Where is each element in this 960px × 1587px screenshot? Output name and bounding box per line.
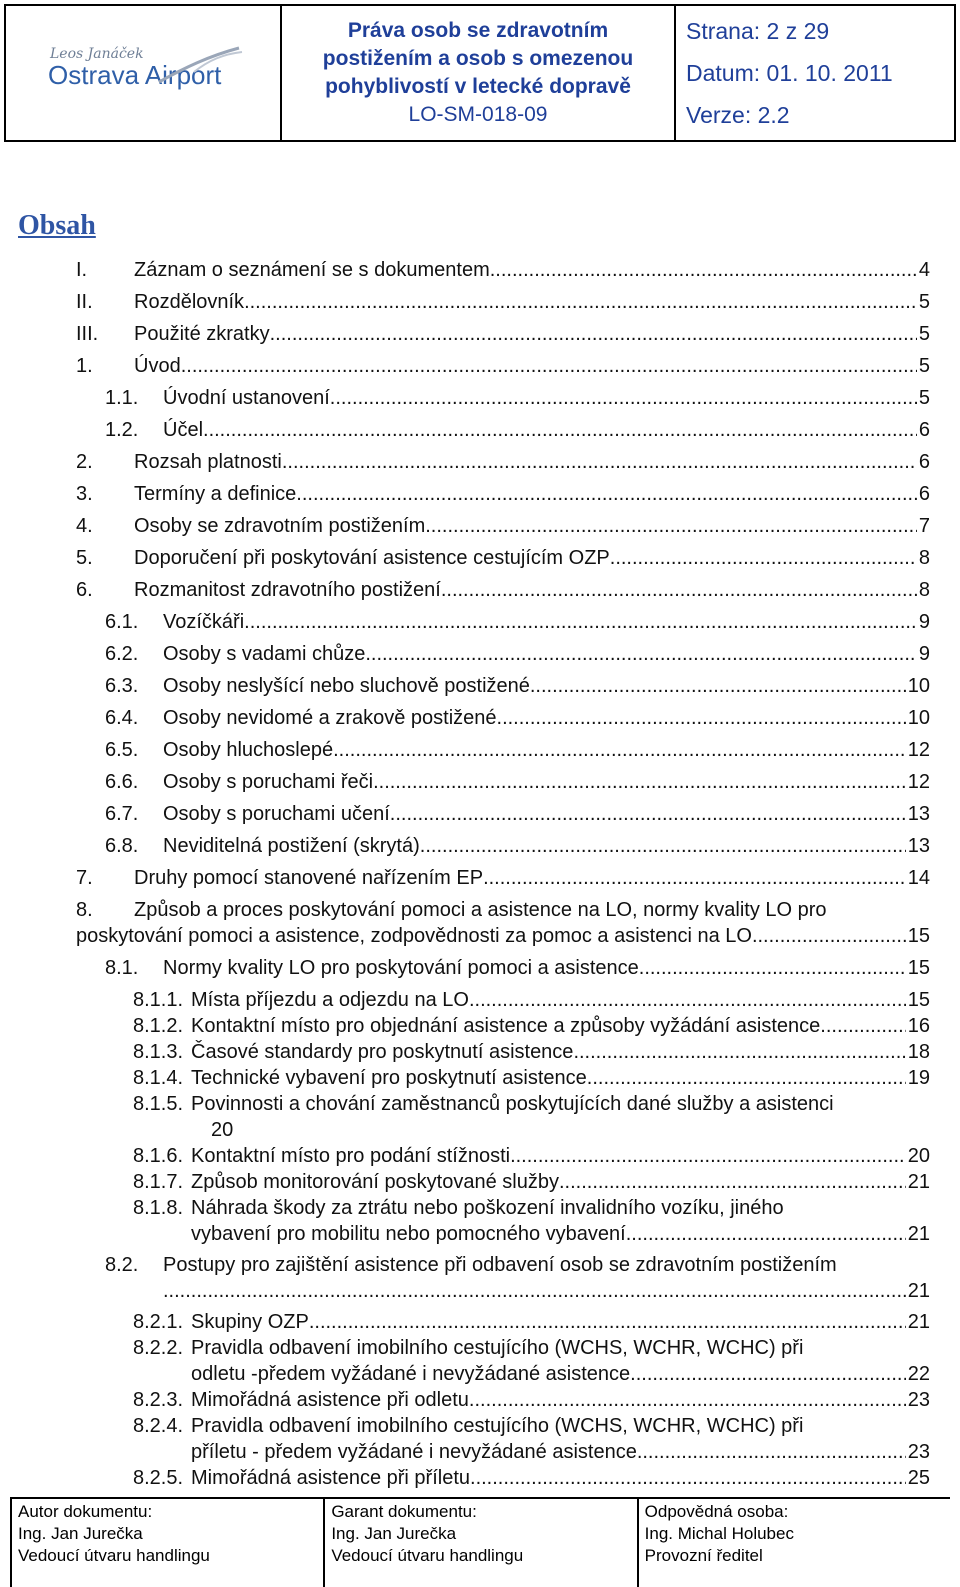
toc-entry[interactable] bbox=[105, 385, 930, 412]
toc-leader-dots bbox=[587, 1065, 906, 1092]
toc-entry-number: 6.1. bbox=[105, 611, 139, 633]
toc-entry[interactable] bbox=[76, 289, 930, 316]
toc-entry-text: Osoby s vadami chůze bbox=[163, 643, 366, 665]
toc-entry-page: 23 bbox=[907, 1389, 930, 1411]
toc-leader-dots bbox=[610, 545, 917, 572]
toc-entry-text: Mimořádná asistence při odletu bbox=[191, 1389, 469, 1411]
toc-entry-text: Účel bbox=[163, 419, 204, 441]
toc-entry-number: 8.1. bbox=[105, 957, 139, 979]
author-role: Vedoucí útvaru handlingu bbox=[18, 1546, 210, 1565]
toc-entry-text: Osoby nevidomé a zrakově postižené bbox=[163, 707, 497, 729]
responsible-role: Provozní ředitel bbox=[644, 1546, 763, 1565]
toc-entry-text: Způsob monitorování poskytované služby bbox=[191, 1171, 559, 1193]
toc-entry-page: 21 bbox=[907, 1311, 930, 1333]
guarantor-label: Garant dokumentu: bbox=[331, 1502, 477, 1521]
toc-entry-text: Rozsah platnosti bbox=[134, 451, 282, 473]
toc-entry-number: 8.1.7. bbox=[133, 1171, 184, 1193]
toc-entry-page: 20 bbox=[907, 1145, 930, 1167]
responsible-name: Ing. Michal Holubec bbox=[644, 1524, 794, 1543]
toc-entry[interactable] bbox=[76, 577, 930, 604]
toc-entry-page: 5 bbox=[918, 355, 930, 377]
toc-leader-dots bbox=[365, 641, 917, 668]
toc-entry[interactable] bbox=[133, 1065, 930, 1092]
toc-entry-page: 8 bbox=[918, 579, 930, 601]
toc-entry[interactable] bbox=[76, 353, 930, 380]
toc-entry-text: Postupy pro zajištění asistence při odbavení osob se zdravotním postižením bbox=[163, 1254, 837, 1276]
author-name: Ing. Jan Jurečka bbox=[18, 1524, 143, 1543]
toc-entry[interactable] bbox=[76, 481, 930, 508]
toc-entry-text: Osoby hluchoslepé bbox=[163, 739, 334, 761]
toc-entry-text: Pravidla odbavení imobilního cestujícího (WCHS, WCHR, WCHC) při bbox=[191, 1415, 804, 1437]
toc-entry-text: Kontaktní místo pro podání stížnosti bbox=[191, 1145, 511, 1167]
toc-entry-number: 6.8. bbox=[105, 835, 139, 857]
toc-leader-dots bbox=[469, 987, 906, 1014]
toc-entry-page: 12 bbox=[907, 771, 930, 793]
toc-entry-page: 5 bbox=[918, 387, 930, 409]
toc-leader-dots bbox=[282, 449, 917, 476]
toc-entry-page: 19 bbox=[907, 1067, 930, 1089]
toc-entry[interactable] bbox=[133, 1039, 930, 1066]
toc-entry-number: 8. bbox=[76, 899, 93, 921]
toc-entry-text: Způsob a proces poskytování pomoci a asistence na LO, normy kvality LO pro bbox=[134, 899, 827, 921]
page-number: Strana: 2 z 29 bbox=[686, 18, 830, 44]
toc-entry[interactable] bbox=[76, 513, 930, 540]
toc-entry-page: 22 bbox=[907, 1363, 930, 1385]
toc-entry-number: 1.1. bbox=[105, 387, 139, 409]
toc-entry-number: 6.2. bbox=[105, 643, 139, 665]
toc-entry-page: 16 bbox=[907, 1015, 930, 1037]
toc-entry-number: 8.2.2. bbox=[133, 1337, 184, 1359]
toc-entry[interactable] bbox=[133, 1309, 930, 1336]
toc-entry-text: odletu -předem vyžádané i nevyžádané asistence bbox=[191, 1363, 631, 1385]
toc-entry-number: 8.1.5. bbox=[133, 1093, 184, 1115]
document-title-cell bbox=[282, 6, 676, 140]
toc-entry-text: Kontaktní místo pro objednání asistence a způsoby vyžádání asistence bbox=[191, 1015, 821, 1037]
toc-entry-page: 21 bbox=[907, 1171, 930, 1193]
toc-leader-dots bbox=[752, 923, 906, 950]
doc-title-line-1: Práva osob se zdravotním bbox=[347, 19, 609, 42]
toc-entry-page: 10 bbox=[907, 707, 930, 729]
toc-entry-text: Povinnosti a chování zaměstnanců poskytujících dané služby a asistenci bbox=[191, 1093, 834, 1115]
toc-entry-text: poskytování pomoci a asistence, zodpovědnosti za pomoc a asistenci na LO bbox=[76, 925, 752, 947]
toc-leader-dots bbox=[244, 609, 917, 636]
toc-entry-number: 8.1.6. bbox=[133, 1145, 184, 1167]
toc-entry[interactable] bbox=[76, 449, 930, 476]
toc-leader-dots bbox=[203, 417, 917, 444]
toc-entry-text: Vozíčkáři bbox=[163, 611, 245, 633]
toc-leader-dots bbox=[573, 1039, 905, 1066]
toc-entry[interactable] bbox=[133, 1387, 930, 1414]
toc-leader-dots bbox=[330, 385, 917, 412]
toc-entry-number: 5. bbox=[76, 547, 93, 569]
toc-leader-dots bbox=[497, 705, 906, 732]
toc-entry-text: Pravidla odbavení imobilního cestujícího (WCHS, WCHR, WCHC) při bbox=[191, 1337, 804, 1359]
toc-leader-dots bbox=[270, 321, 917, 348]
toc-entry-number: 8.1.1. bbox=[133, 989, 184, 1011]
toc-entry-number: 8.2.5. bbox=[133, 1467, 184, 1489]
toc-entry[interactable] bbox=[133, 1465, 930, 1492]
responsible-label: Odpovědná osoba: bbox=[644, 1502, 789, 1521]
toc-entry-page: 25 bbox=[907, 1467, 930, 1489]
toc-leader-dots bbox=[637, 1439, 906, 1466]
toc-entry-page: 8 bbox=[918, 547, 930, 569]
toc-leader-dots bbox=[441, 577, 917, 604]
toc-entry[interactable] bbox=[105, 417, 930, 444]
toc-entry-page: 6 bbox=[918, 419, 930, 441]
toc-entry-page: 18 bbox=[907, 1041, 930, 1063]
toc-leader-dots bbox=[163, 1278, 906, 1305]
toc-entry-page: 14 bbox=[907, 867, 930, 889]
toc-leader-dots bbox=[483, 865, 906, 892]
toc-entry-page: 9 bbox=[918, 643, 930, 665]
toc-leader-dots bbox=[469, 1387, 906, 1414]
toc-entry-number: III. bbox=[76, 323, 99, 345]
toc-leader-dots bbox=[425, 513, 917, 540]
toc-entry-page: 15 bbox=[907, 989, 930, 1011]
toc-entry-continuation[interactable] bbox=[191, 1361, 930, 1388]
toc-entry-text: příletu - předem vyžádané i nevyžádané asistence bbox=[191, 1441, 637, 1463]
toc-entry-number: 3. bbox=[76, 483, 93, 505]
guarantor-name: Ing. Jan Jurečka bbox=[331, 1524, 457, 1543]
responsible-cell bbox=[639, 1499, 950, 1587]
toc-entry[interactable] bbox=[105, 609, 930, 636]
toc-leader-dots bbox=[820, 1013, 905, 1040]
toc-entry-text: Úvod bbox=[134, 355, 181, 377]
toc-entry-text: Neviditelná postižení (skrytá) bbox=[163, 835, 420, 857]
toc-entry-number: 8.2.1. bbox=[133, 1311, 184, 1333]
document-version: Verze: 2.2 bbox=[686, 102, 790, 128]
toc-entry-text: Normy kvality LO pro poskytování pomoci a asistence bbox=[163, 957, 639, 979]
toc-entry-number: 2. bbox=[76, 451, 93, 473]
toc-leader-dots bbox=[626, 1221, 906, 1248]
toc-entry[interactable] bbox=[76, 321, 930, 348]
toc-leader-dots bbox=[510, 1143, 906, 1170]
toc-entry-page: 5 bbox=[918, 323, 930, 345]
toc-entry-text: Druhy pomocí stanovené nařízením EP bbox=[134, 867, 484, 889]
toc-entry-number: 8.2. bbox=[105, 1254, 139, 1276]
guarantor-role: Vedoucí útvaru handlingu bbox=[331, 1546, 524, 1565]
toc-entry-text: Rozmanitost zdravotního postižení bbox=[134, 579, 441, 601]
toc-entry-number: 6.3. bbox=[105, 675, 139, 697]
toc-entry-page: 15 bbox=[907, 957, 930, 979]
toc-entry[interactable] bbox=[105, 641, 930, 668]
document-date: Datum: 01. 10. 2011 bbox=[686, 60, 893, 86]
toc-entry-number: 1. bbox=[76, 355, 93, 377]
toc-entry[interactable] bbox=[105, 1252, 837, 1279]
toc-entry-number: 6.6. bbox=[105, 771, 139, 793]
toc-entry[interactable] bbox=[105, 801, 930, 828]
toc-entry[interactable] bbox=[105, 737, 930, 764]
document-footer bbox=[10, 1497, 950, 1587]
toc-entry-number: 8.2.4. bbox=[133, 1415, 184, 1437]
author-label: Autor dokumentu: bbox=[18, 1502, 153, 1521]
toc-entry-text: Použité zkratky bbox=[134, 323, 270, 345]
toc-entry[interactable] bbox=[133, 1013, 930, 1040]
toc-leader-dots bbox=[490, 257, 917, 284]
toc-entry-page: 21 bbox=[907, 1223, 930, 1245]
toc-leader-dots bbox=[373, 769, 906, 796]
toc-entry-number: 6.4. bbox=[105, 707, 139, 729]
airplane-swoosh-icon bbox=[154, 46, 244, 86]
toc-entry-number: 4. bbox=[76, 515, 93, 537]
toc-entry-text: Místa příjezdu a odjezdu na LO bbox=[191, 989, 469, 1011]
toc-entry-text: Skupiny OZP bbox=[191, 1311, 309, 1333]
toc-entry[interactable] bbox=[105, 833, 930, 860]
toc-entry-text: Mimořádná asistence při příletu bbox=[191, 1467, 471, 1489]
toc-entry-continuation[interactable] bbox=[191, 1221, 930, 1248]
toc-entry[interactable] bbox=[105, 673, 930, 700]
toc-entry-page: 15 bbox=[907, 925, 930, 947]
toc-entry[interactable] bbox=[133, 1169, 930, 1196]
toc-entry-number: 8.1.4. bbox=[133, 1067, 184, 1089]
toc-leader-dots bbox=[296, 481, 917, 508]
toc-entry[interactable] bbox=[76, 257, 930, 284]
toc-leader-dots bbox=[639, 955, 906, 982]
toc-leader-dots bbox=[420, 833, 906, 860]
toc-entry-number: 8.1.2. bbox=[133, 1015, 184, 1037]
toc-entry-continuation[interactable] bbox=[76, 923, 930, 950]
toc-entry-text: Termíny a definice bbox=[134, 483, 297, 505]
toc-entry-text: vybavení pro mobilitu nebo pomocného vybavení bbox=[191, 1223, 626, 1245]
toc-entry-page: 20 bbox=[211, 1119, 234, 1141]
toc-entry-text: Osoby neslyšící nebo sluchově postižené bbox=[163, 675, 530, 697]
toc-entry-text: Osoby s poruchami řeči bbox=[163, 771, 374, 793]
toc-entry-text: Náhrada škody za ztrátu nebo poškození invalidního vozíku, jiného bbox=[191, 1197, 784, 1219]
toc-entry-page: 6 bbox=[918, 451, 930, 473]
toc-entry[interactable] bbox=[76, 897, 827, 924]
toc-leader-dots bbox=[390, 801, 906, 828]
doc-code: LO-SM-018-09 bbox=[408, 103, 548, 126]
toc-entry-number: 7. bbox=[76, 867, 93, 889]
toc-entry[interactable] bbox=[105, 705, 930, 732]
toc-entry-page: 9 bbox=[918, 611, 930, 633]
document-header bbox=[4, 4, 956, 142]
logo-cell bbox=[6, 6, 282, 140]
toc-entry-text: Technické vybavení pro poskytnutí asistence bbox=[191, 1067, 587, 1089]
toc-entry-page: 12 bbox=[907, 739, 930, 761]
toc-entry-page: 23 bbox=[907, 1441, 930, 1463]
toc-leader-dots bbox=[309, 1309, 906, 1336]
toc-entry[interactable] bbox=[76, 865, 930, 892]
toc-entry[interactable] bbox=[133, 1091, 834, 1118]
toc-title: Obsah bbox=[18, 210, 96, 241]
toc-entry[interactable] bbox=[133, 1335, 803, 1362]
toc-entry-number: 8.1.8. bbox=[133, 1197, 184, 1219]
toc-entry-text: Úvodní ustanovení bbox=[163, 387, 330, 409]
toc-entry[interactable] bbox=[105, 769, 930, 796]
toc-entry-number: 6. bbox=[76, 579, 93, 601]
toc-entry-text: Doporučení při poskytování asistence cestujícím OZP bbox=[134, 547, 610, 569]
toc-leader-dots bbox=[244, 289, 917, 316]
toc-entry-page: 7 bbox=[918, 515, 930, 537]
guarantor-cell bbox=[325, 1499, 638, 1587]
doc-title-line-2: postižením a osob s omezenou bbox=[322, 47, 634, 70]
toc-entry-page: 6 bbox=[918, 483, 930, 505]
toc-entry-text: Záznam o seznámení se s dokumentem bbox=[134, 259, 490, 281]
toc-leader-dots bbox=[181, 353, 917, 380]
toc-entry-page: 21 bbox=[907, 1280, 930, 1302]
toc-entry-number: 8.2.3. bbox=[133, 1389, 184, 1411]
toc-entry[interactable] bbox=[105, 955, 930, 982]
toc-entry-number: II. bbox=[76, 291, 93, 313]
toc-entry-page: 5 bbox=[918, 291, 930, 313]
toc-leader-dots bbox=[333, 737, 906, 764]
toc-entry[interactable] bbox=[76, 545, 930, 572]
toc-entry-text: Časové standardy pro poskytnutí asistence bbox=[191, 1041, 574, 1063]
toc-leader-dots bbox=[630, 1361, 906, 1388]
toc-leader-dots bbox=[559, 1169, 906, 1196]
toc-entry[interactable] bbox=[133, 1413, 803, 1440]
toc-entry-text: Rozdělovník bbox=[134, 291, 245, 313]
toc-entry-continuation[interactable] bbox=[163, 1278, 930, 1305]
toc-entry-page: 10 bbox=[907, 675, 930, 697]
toc-entry-number: 8.1.3. bbox=[133, 1041, 184, 1063]
toc-entry-text: Osoby se zdravotním postižením bbox=[134, 515, 426, 537]
toc-entry-number: 6.7. bbox=[105, 803, 139, 825]
toc-entry[interactable] bbox=[133, 1195, 784, 1222]
toc-entry-page: 13 bbox=[907, 803, 930, 825]
toc-leader-dots bbox=[530, 673, 906, 700]
document-meta-cell bbox=[676, 6, 954, 140]
toc-entry-number: I. bbox=[76, 259, 88, 281]
toc-entry-number: 1.2. bbox=[105, 419, 139, 441]
logo-small-text: Leos Janáček bbox=[50, 46, 144, 62]
toc-entry[interactable] bbox=[133, 987, 930, 1014]
toc-entry-page: 4 bbox=[918, 259, 930, 281]
toc-entry-text: Osoby s poruchami učení bbox=[163, 803, 390, 825]
doc-title-line-3: pohyblivostí v letecké dopravě bbox=[325, 75, 631, 98]
toc-entry-number: 6.5. bbox=[105, 739, 139, 761]
toc-entry-page: 13 bbox=[907, 835, 930, 857]
logo-big-text: Ostrava Airport bbox=[48, 60, 222, 90]
toc-entry[interactable] bbox=[133, 1143, 930, 1170]
airport-logo bbox=[44, 46, 244, 96]
author-cell bbox=[10, 1499, 325, 1587]
toc-entry-continuation[interactable] bbox=[191, 1439, 930, 1466]
toc-leader-dots bbox=[470, 1465, 906, 1492]
